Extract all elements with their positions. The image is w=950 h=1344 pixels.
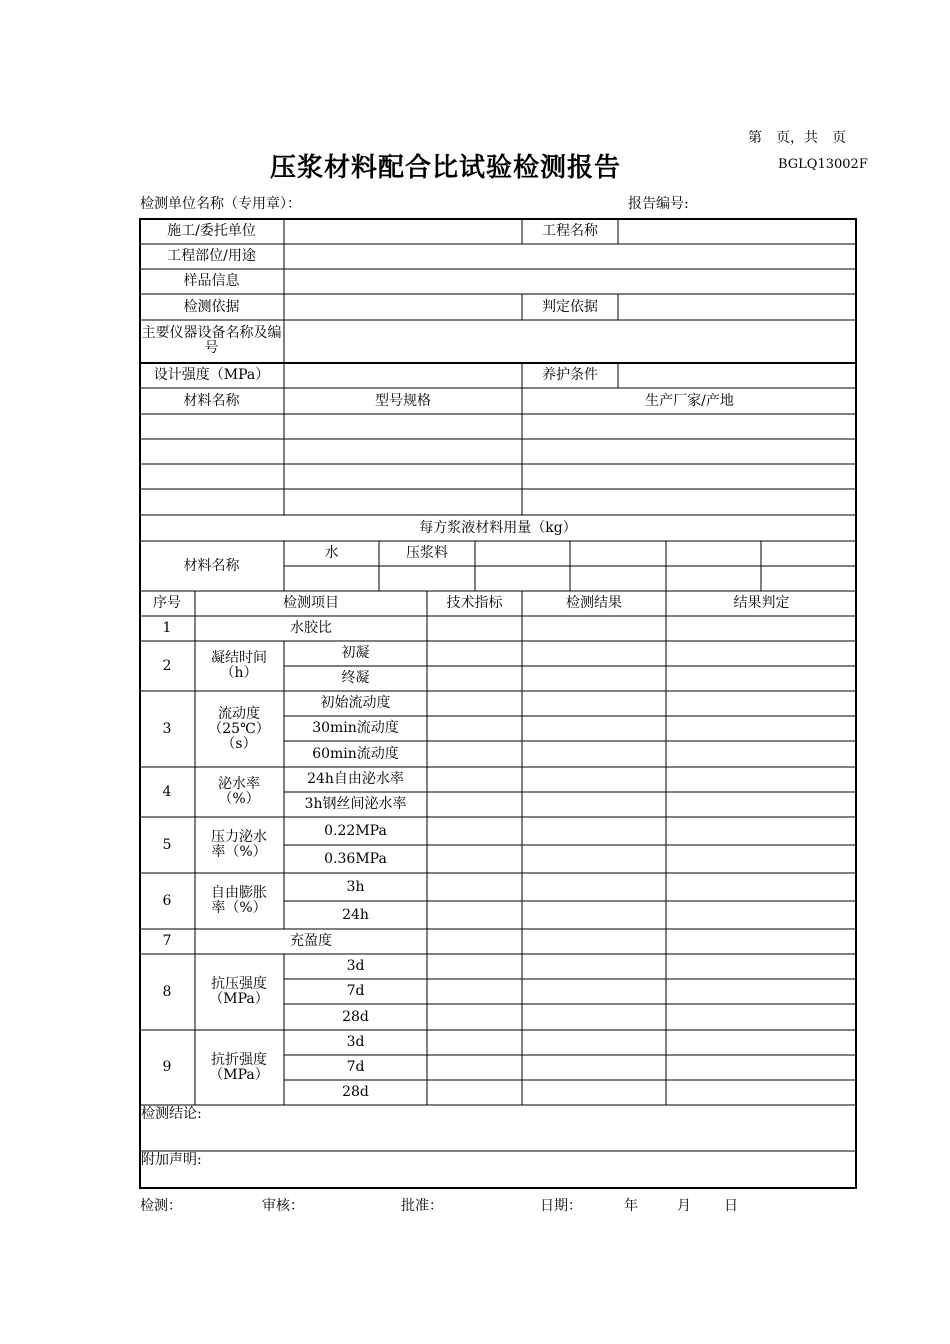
row-subitem: 终凝 [341, 670, 370, 686]
row-no: 9 [162, 1059, 172, 1075]
row-item: 压力泌水率（%） [211, 829, 267, 860]
row-no: 5 [162, 836, 172, 853]
conclusion-label: 检测结论: [141, 1106, 202, 1122]
row-no: 6 [162, 892, 172, 909]
row-no: 2 [162, 657, 172, 674]
statement-label: 附加声明: [141, 1152, 202, 1168]
row-item: 流动度（25℃）（s） [208, 705, 270, 752]
row-item: 凝结时间（h） [211, 650, 267, 681]
unit-label: 检测单位名称（专用章）： [140, 196, 301, 212]
row-item: 抗折强度（MPa） [209, 1051, 269, 1083]
row-no: 4 [162, 783, 172, 800]
report-code: BGLQ13002F [778, 157, 868, 172]
month-label: 月 [677, 1198, 691, 1214]
row-subitem: 0.36MPa [324, 850, 387, 867]
row-item: 泌水率（%） [218, 776, 260, 807]
col-item-header: 检测项目 [283, 595, 339, 611]
model-spec-label: 型号规格 [375, 392, 431, 409]
date-label: 日期： [540, 1198, 582, 1214]
row-subitem: 3h [346, 878, 365, 895]
row-subitem: 3d [346, 1034, 365, 1050]
row-subitem: 60min流动度 [312, 745, 399, 762]
mix-title: 每方浆液材料用量（kg） [419, 519, 577, 536]
row-subitem: 28d [342, 1084, 369, 1100]
row-item: 水胶比 [290, 620, 332, 636]
mix-water-label: 水 [324, 545, 339, 561]
sample-info-label: 样品信息 [183, 273, 240, 289]
approver-label: 批准： [401, 1198, 443, 1214]
row-subitem: 28d [342, 1008, 369, 1025]
row-subitem: 初始流动度 [320, 695, 391, 711]
report-no-label: 报告编号: [628, 196, 689, 212]
year-label: 年 [624, 1198, 638, 1214]
equipment-label: 主要仪器设备名称及编号 [141, 325, 282, 356]
mix-grout-label: 压浆料 [406, 545, 448, 561]
curing-label: 养护条件 [542, 367, 598, 383]
row-subitem: 7d [346, 983, 365, 999]
day-label: 日 [724, 1198, 738, 1214]
mix-material-name-label: 材料名称 [183, 557, 240, 574]
project-name-label: 工程名称 [542, 222, 598, 239]
row-item: 充盈度 [290, 933, 332, 949]
col-judge-header: 结果判定 [733, 595, 790, 611]
row-subitem: 30min流动度 [312, 720, 399, 736]
col-result-header: 检测结果 [566, 595, 622, 611]
design-strength-label: 设计强度（MPa） [153, 367, 270, 383]
row-subitem: 7d [346, 1059, 365, 1075]
row-subitem: 24h [342, 906, 369, 923]
manufacturer-label: 生产厂家/产地 [645, 392, 734, 409]
row-no: 3 [162, 720, 172, 737]
page-info: 第 页，共 页 [748, 130, 846, 146]
row-subitem: 3h钢丝间泌水率 [304, 796, 407, 812]
report-title: 压浆材料配合比试验检测报告 [270, 153, 622, 183]
row-subitem: 24h自由泌水率 [307, 771, 404, 787]
reviewer-label: 审核： [262, 1198, 304, 1214]
col-no-header: 序号 [153, 595, 181, 611]
project-part-label: 工程部位/用途 [167, 248, 256, 264]
row-item: 抗压强度（MPa） [209, 976, 269, 1007]
row-subitem: 0.22MPa [324, 822, 387, 839]
row-no: 1 [162, 620, 172, 636]
judge-basis-label: 判定依据 [542, 298, 598, 315]
col-spec-header: 技术指标 [446, 595, 503, 611]
construction-unit-label: 施工/委托单位 [167, 222, 256, 239]
test-basis-label: 检测依据 [183, 298, 240, 315]
row-subitem: 3d [346, 958, 365, 974]
tester-label: 检测： [140, 1198, 182, 1214]
row-no: 7 [162, 933, 172, 949]
row-no: 8 [162, 983, 172, 1000]
report-table [139, 218, 857, 1189]
material-name-label: 材料名称 [183, 392, 240, 409]
row-item: 自由膨胀率（%） [211, 885, 267, 916]
row-subitem: 初凝 [341, 645, 370, 661]
